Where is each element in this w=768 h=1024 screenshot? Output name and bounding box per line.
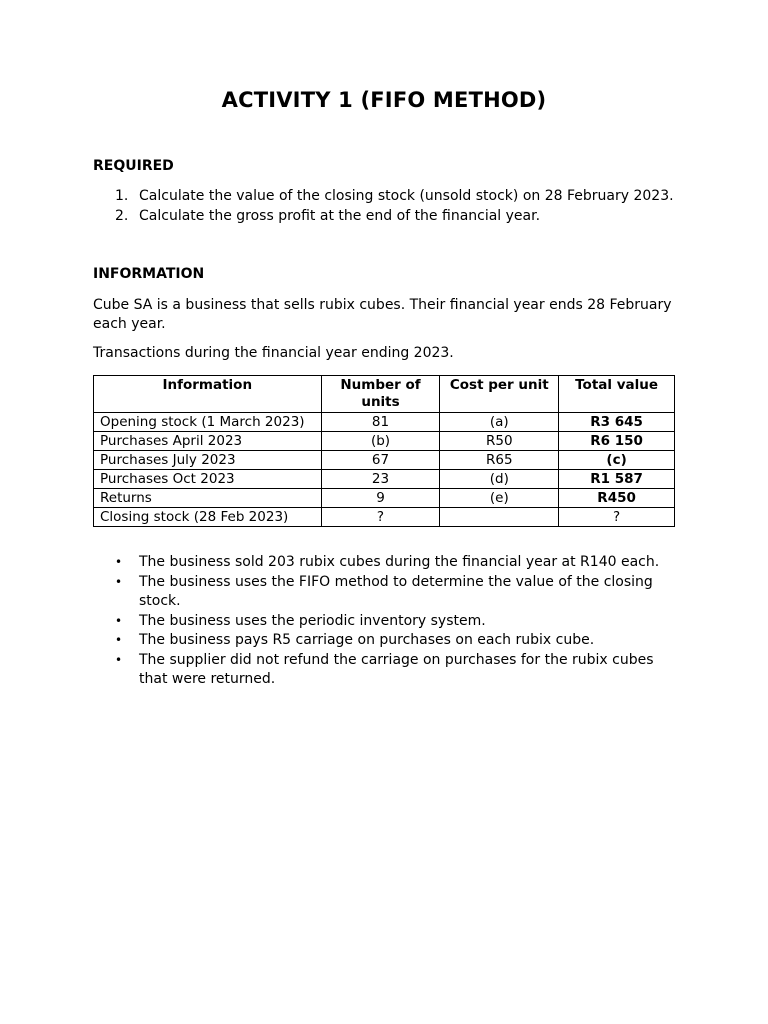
table-cell: 67 [321,451,440,470]
table-cell: Returns [94,489,322,508]
bullet-icon: • [115,555,123,569]
table-cell: Opening stock (1 March 2023) [94,413,322,432]
table-cell: ? [559,508,675,527]
table-cell: Purchases July 2023 [94,451,322,470]
required-item [93,206,693,226]
item-text: Calculate the gross profit at the end of the financial year. [139,208,541,224]
table-cell: Purchases Oct 2023 [94,470,322,489]
table-row [94,508,675,527]
table-cell: ? [321,508,440,527]
table-row [94,432,675,451]
required-item [93,186,693,206]
table-cell: (c) [559,451,675,470]
transactions-table [93,375,675,527]
table-cell: R50 [440,432,559,451]
list-item-text: The business sold 203 rubix cubes during the financial year at R140 each. [139,554,660,570]
item-number: 1. [115,188,129,204]
list-item-text: The business uses the FIFO method to determine the value of the closing stock. [139,573,653,609]
table-cell: 9 [321,489,440,508]
column-header: Information [94,376,322,413]
column-header: Number of units [321,376,440,413]
bullet-icon: • [115,652,123,667]
list-item-text: The business uses the periodic inventory system. [139,612,486,629]
table-row [94,451,675,470]
table-cell: Purchases April 2023 [94,432,322,451]
item-number: 2. [115,208,129,224]
bullet-icon: • [115,633,123,647]
table-cell: (b) [321,432,440,451]
list-item [93,651,683,690]
table-cell: R65 [440,451,559,470]
transactions-caption: Transactions during the financial year ending 2023. [93,345,454,361]
table-cell: R450 [559,489,675,508]
table-cell: 23 [321,470,440,489]
bullet-icon: • [115,574,123,589]
notes-list [93,553,683,690]
table-cell: Closing stock (28 Feb 2023) [94,508,322,527]
required-list [93,186,693,226]
table-cell: R3 645 [559,413,675,432]
table-cell [440,508,559,527]
table-cell: (d) [440,470,559,489]
list-item [93,631,683,651]
column-header: Cost per unit [440,376,559,413]
information-paragraph: Cube SA is a business that sells rubix cubes. Their financial year ends 28 February each year. [93,297,672,332]
table-row [94,470,675,489]
item-text: Calculate the value of the closing stock (unsold stock) on 28 February 2023. [139,188,674,204]
table-cell: (e) [440,489,559,508]
list-item [93,612,683,632]
table-row [94,413,675,432]
table-header-row [94,376,675,413]
column-header: Total value [559,376,675,413]
list-item [93,553,683,573]
table-cell: (a) [440,413,559,432]
list-item [93,573,683,612]
list-item-text: The business pays R5 carriage on purchases on each rubix cube. [139,632,595,648]
required-heading: REQUIRED [93,158,174,174]
page-title: ACTIVITY 1 (FIFO METHOD) [221,88,547,112]
table-cell: R6 150 [559,432,675,451]
table-row [94,489,675,508]
information-heading: INFORMATION [93,266,205,282]
list-item-text: The supplier did not refund the carriage on purchases for the rubix cubes that were returned. [139,651,654,687]
table-cell: R1 587 [559,470,675,489]
table-cell: 81 [321,413,440,432]
bullet-icon: • [115,613,123,628]
